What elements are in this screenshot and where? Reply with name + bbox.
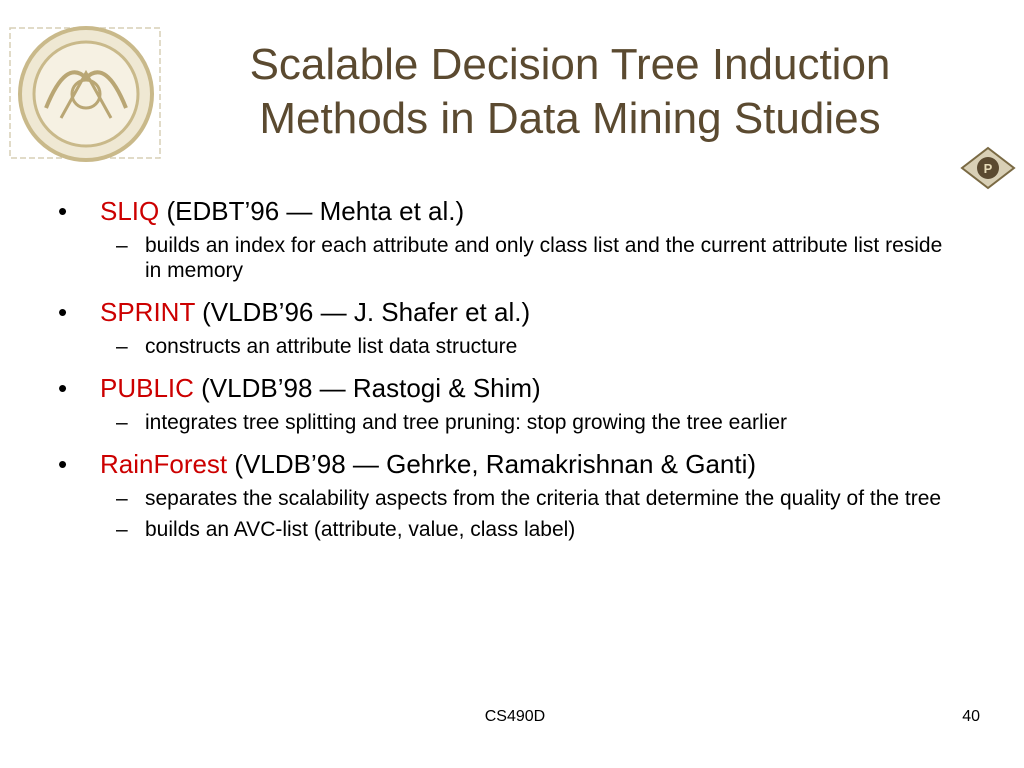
bullet-term: RainForest: [100, 449, 228, 479]
university-seal-logo: [6, 18, 166, 168]
sub-bullet: [58, 410, 958, 435]
sub-bullet-text: separates the scalability aspects from the criteria that determine the quality of the tree: [145, 487, 942, 510]
svg-text:P: P: [983, 161, 993, 176]
bullet-text: (VLDB’96 — J. Shafer et al.): [194, 297, 531, 327]
dash-glyph: –: [116, 487, 128, 510]
bullet-term: PUBLIC: [100, 373, 194, 403]
sub-bullet-text: builds an index for each attribute and only class list and the current attribute list reside in memory: [145, 234, 943, 282]
dash-glyph: –: [116, 411, 128, 434]
sub-bullet-text: constructs an attribute list data structure: [145, 335, 518, 358]
dash-glyph: –: [116, 335, 128, 358]
bullet-term: SLIQ: [100, 196, 160, 226]
title-line-1: Scalable Decision Tree Induction: [249, 40, 891, 89]
bullet-sliq: [58, 196, 958, 227]
bullet-list: [58, 188, 958, 542]
bullet-term: SPRINT: [100, 297, 195, 327]
bullet-sprint: [58, 297, 958, 328]
sub-bullet: [58, 517, 958, 542]
slide-title: [180, 38, 960, 146]
sub-bullet: [58, 233, 958, 283]
page-number: 40: [962, 708, 980, 725]
bullet-text: (EDBT’96 — Mehta et al.): [159, 196, 465, 226]
bullet-rainforest: [58, 449, 958, 480]
footer-course: CS490D: [484, 708, 546, 725]
dash-glyph: –: [116, 518, 128, 541]
bullet-glyph: •: [58, 449, 68, 479]
sub-bullet-text: builds an AVC-list (attribute, value, class label): [145, 518, 576, 541]
bullet-text: (VLDB’98 — Gehrke, Ramakrishnan & Ganti): [227, 449, 757, 479]
bullet-glyph: •: [58, 196, 68, 226]
title-line-2: Methods in Data Mining Studies: [259, 94, 881, 143]
bullet-text: (VLDB’98 — Rastogi & Shim): [193, 373, 541, 403]
dash-glyph: –: [116, 234, 128, 257]
bullet-public: [58, 373, 958, 404]
sub-bullet-text: integrates tree splitting and tree pruning: stop growing the tree earlier: [145, 411, 788, 434]
bullet-glyph: •: [58, 297, 68, 327]
bullet-glyph: •: [58, 373, 68, 403]
sub-bullet: [58, 486, 958, 511]
sub-bullet: [58, 334, 958, 359]
purdue-p-logo: [960, 146, 1016, 190]
